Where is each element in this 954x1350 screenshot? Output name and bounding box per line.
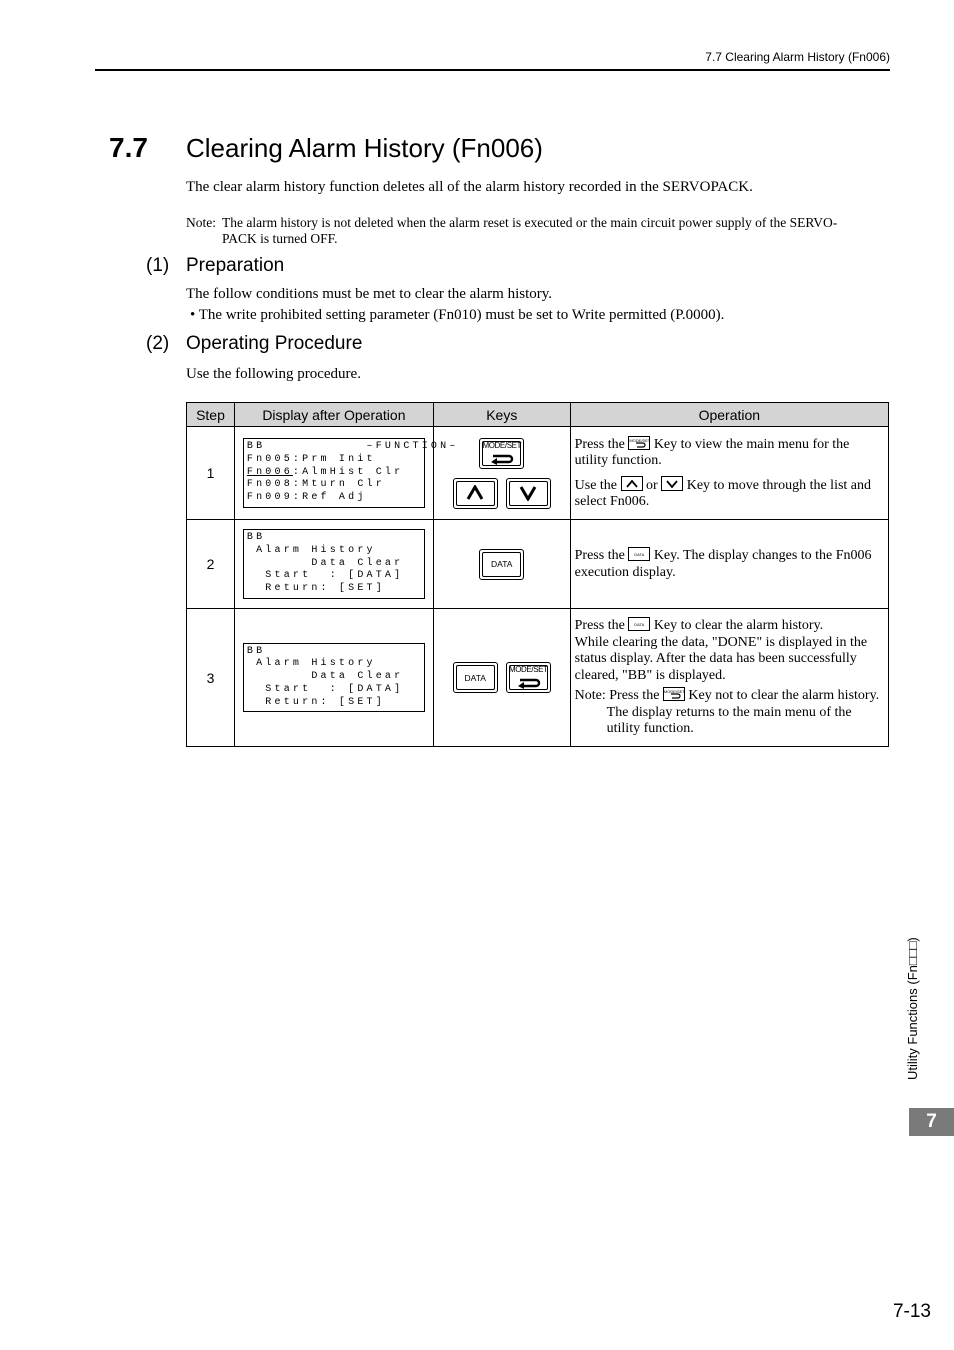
data-key-label: DATA xyxy=(456,665,495,690)
up-arrow-icon xyxy=(466,485,484,501)
side-tab-label xyxy=(905,937,921,1260)
op-text: Use the xyxy=(574,477,618,493)
procedure-text: Use the following procedure. xyxy=(186,366,361,382)
mode-set-label: MODE/SET xyxy=(508,665,548,674)
op-text: Key to move through the list and select Fn006. xyxy=(574,477,872,509)
preparation-text: The follow conditions must be met to clear the alarm history. xyxy=(186,286,553,302)
lcd-line: Return: [SET] xyxy=(246,696,385,708)
procedure-table xyxy=(186,402,889,747)
lcd-display xyxy=(243,438,459,508)
mode-set-key[interactable] xyxy=(506,662,551,693)
step-number: 1 xyxy=(187,427,235,520)
op-text: Press the xyxy=(574,436,625,452)
operation-text xyxy=(575,547,884,581)
header-rule xyxy=(95,69,890,71)
step-number: 3 xyxy=(187,609,235,747)
subsection-1-title: Preparation xyxy=(186,255,285,276)
operation-text xyxy=(575,436,884,470)
down-key[interactable] xyxy=(506,478,551,509)
operation-cell xyxy=(570,427,888,520)
lcd-line: BB xyxy=(246,645,266,657)
section-title: Clearing Alarm History (Fn006) xyxy=(186,133,543,163)
display-cell xyxy=(234,427,459,520)
down-arrow-icon xyxy=(519,485,537,501)
data-key[interactable] xyxy=(479,549,524,580)
lcd-line: Data Clear xyxy=(246,557,404,569)
lcd-display xyxy=(243,529,425,599)
keys-cell xyxy=(433,520,570,609)
op-text: or xyxy=(646,477,658,493)
op-text: Key not to clear the alarm history. The display returns to the main menu of the utility function. xyxy=(606,688,880,737)
lcd-line: Start : [DATA] xyxy=(246,570,404,582)
cycle-arrow-icon xyxy=(516,677,542,689)
operation-text: While clearing the data, "DONE" is displayed in the status display. After the data has been successfully cleared, "BB" is displayed. xyxy=(574,634,868,683)
operation-cell xyxy=(570,520,888,609)
header-display: Display after Operation xyxy=(234,403,433,427)
lcd-display xyxy=(243,643,425,713)
table-row xyxy=(187,609,889,747)
data-key-icon: DATA xyxy=(628,617,650,631)
op-text: Key to clear the alarm history. xyxy=(653,618,824,634)
section-number: 7.7 xyxy=(109,132,148,163)
data-key-label: DATA xyxy=(482,552,521,577)
running-header: 7.7 Clearing Alarm History (Fn006) xyxy=(705,50,890,64)
lcd-line: Fn009:Ref Adj xyxy=(246,492,367,504)
header-operation: Operation xyxy=(570,403,888,427)
side-tab-text: Utility Functions (Fn□□□) xyxy=(905,937,920,1080)
op-text: Key. The display changes to the Fn006 execution display. xyxy=(574,548,872,580)
keys-cell xyxy=(433,609,570,747)
lcd-line: Data Clear xyxy=(246,671,404,683)
down-key-icon xyxy=(661,476,683,491)
up-key-icon xyxy=(621,476,643,491)
preparation-bullet: • The write prohibited setting parameter (Fn010) must be set to Write permitted (P.0000). xyxy=(190,307,725,323)
intro-paragraph: The clear alarm history function deletes all of the alarm history recorded in the SERVOPACK. xyxy=(186,179,753,195)
data-key[interactable] xyxy=(453,662,498,693)
mode-set-label: MODE/SET xyxy=(482,440,522,450)
header-step: Step xyxy=(187,403,235,427)
mode-set-key[interactable] xyxy=(479,438,524,469)
lcd-cursor-item: Fn006 xyxy=(246,466,293,478)
lcd-line: Alarm History xyxy=(246,544,376,556)
lcd-line xyxy=(247,467,421,480)
header-keys: Keys xyxy=(433,403,570,427)
cycle-arrow-icon xyxy=(489,453,515,465)
lcd-line: Start : [DATA] xyxy=(246,683,404,695)
data-key-icon: DATA xyxy=(628,547,650,561)
op-text: Key to view the main menu for the utility function. xyxy=(574,436,850,468)
lcd-line: Fn008:Mturn Clr xyxy=(246,479,385,491)
note-line-2: PACK is turned OFF. xyxy=(222,231,338,246)
mode-set-key-icon: MODE/SET xyxy=(663,687,685,701)
lcd-line: Alarm History xyxy=(246,658,376,670)
display-cell xyxy=(234,520,433,609)
chapter-tab: 7 xyxy=(909,1108,954,1136)
subsection-2-title: Operating Procedure xyxy=(186,333,363,354)
display-cell xyxy=(234,609,433,747)
lcd-line: BB xyxy=(246,532,266,543)
lcd-line: Fn005:Prm Init xyxy=(246,453,376,465)
op-text: Press the xyxy=(574,618,625,634)
subsection-1-number: (1) xyxy=(146,255,170,276)
table-row xyxy=(187,427,889,520)
operation-text xyxy=(575,476,884,511)
operation-cell xyxy=(570,609,888,747)
up-key[interactable] xyxy=(453,478,498,509)
table-row xyxy=(187,520,889,609)
mode-set-key-icon: MODE/SET xyxy=(628,436,650,450)
step-number: 2 xyxy=(187,520,235,609)
operation-note xyxy=(575,687,884,738)
lcd-text: :AlmHist Clr xyxy=(292,466,404,478)
lcd-line: BB –FUNCTION– xyxy=(246,441,459,452)
table-header-row xyxy=(187,403,889,427)
subsection-2-number: (2) xyxy=(146,333,170,354)
page-number: 7-13 xyxy=(892,1301,931,1322)
note-line-1: The alarm history is not deleted when the alarm reset is executed or the main circuit power supply of the SERVO- xyxy=(222,215,838,230)
note-text xyxy=(222,215,887,247)
op-text: Note: Press the xyxy=(574,688,660,704)
op-text: Press the xyxy=(574,548,625,563)
note-label: Note: xyxy=(186,215,216,230)
lcd-line: Return: [SET] xyxy=(246,583,385,595)
operation-text xyxy=(575,617,884,635)
